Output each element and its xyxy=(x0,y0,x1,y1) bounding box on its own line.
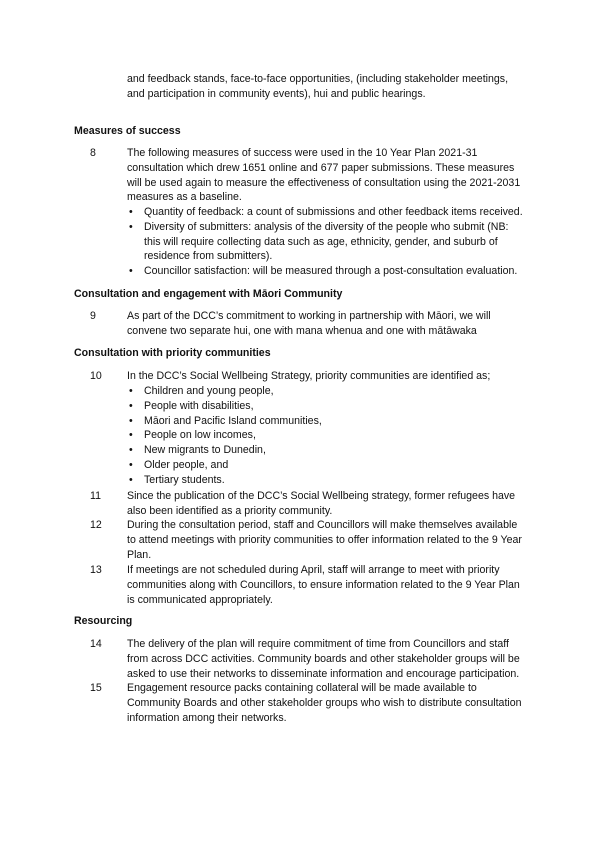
paragraph-number: 12 xyxy=(90,519,102,531)
paragraph-14: The delivery of the plan will require commitment of time from Councillors and staff from across DCC activities. Community boards and other stakeholder groups will be asked to use their networks to disseminate information and encourage participation. xyxy=(127,638,520,680)
list-item: • Quantity of feedback: a count of submissions and other feedback items received. xyxy=(127,205,527,220)
priority-bullet-list xyxy=(127,384,527,488)
paragraph-15: Engagement resource packs containing collateral will be made available to Community Boards and other stakeholder groups who wish to distribute consultation information among their networks. xyxy=(127,682,522,724)
paragraph-8: The following measures of success were used in the 10 Year Plan 2021-31 consultation which drew 1651 online and 677 paper submissions. These measures will be used again to measure the effectiveness of consultation using the 2021-2031 measures as a baseline. xyxy=(127,147,521,204)
heading-maori-engagement: Consultation and engagement with Māori Community xyxy=(74,288,343,300)
measures-bullet-list xyxy=(127,205,527,279)
paragraph-number: 13 xyxy=(90,564,102,576)
list-item: • Councillor satisfaction: will be measured through a post-consultation evaluation. xyxy=(127,264,527,279)
list-item: • Māori and Pacific Island communities, xyxy=(127,414,527,429)
paragraph-number: 15 xyxy=(90,682,102,694)
list-item: • Diversity of submitters: analysis of the diversity of the people who submit (NB: this will require collecting data such as age, ethnicity, gender, and suburb of residence from submitters). xyxy=(127,220,527,264)
heading-resourcing: Resourcing xyxy=(74,615,133,627)
list-item: • Tertiary students. xyxy=(127,473,527,488)
list-item: • Older people, and xyxy=(127,458,527,473)
list-item: • People with disabilities, xyxy=(127,399,527,414)
paragraph-10: In the DCC’s Social Wellbeing Strategy, priority communities are identified as; xyxy=(127,370,491,382)
paragraph-9: As part of the DCC’s commitment to working in partnership with Māori, we will convene two separate hui, one with mana whenua and one with mātāwaka xyxy=(127,310,491,337)
intro-paragraph: and feedback stands, face-to-face opportunities, (including stakeholder meetings, and participation in community events), hui and public hearings. xyxy=(127,73,509,100)
paragraph-11: Since the publication of the DCC’s Social Wellbeing strategy, former refugees have also been identified as a priority community. xyxy=(127,490,516,517)
list-item: • Children and young people, xyxy=(127,384,527,399)
paragraph-number: 9 xyxy=(90,310,96,322)
list-item: • New migrants to Dunedin, xyxy=(127,443,527,458)
paragraph-number: 10 xyxy=(90,370,102,382)
paragraph-12: During the consultation period, staff and Councillors will make themselves available to attend meetings with priority communities to offer information related to the 9 Year Plan. xyxy=(127,519,522,561)
list-item: • People on low incomes, xyxy=(127,428,527,443)
paragraph-13: If meetings are not scheduled during April, staff will arrange to meet with priority communities along with Councillors, to ensure information related to the 9 Year Plan is communicated appropriately. xyxy=(127,564,520,606)
heading-priority-communities: Consultation with priority communities xyxy=(74,347,271,359)
paragraph-number: 14 xyxy=(90,638,102,650)
heading-measures-of-success: Measures of success xyxy=(74,125,181,137)
paragraph-number: 8 xyxy=(90,147,96,159)
paragraph-number: 11 xyxy=(90,490,101,502)
